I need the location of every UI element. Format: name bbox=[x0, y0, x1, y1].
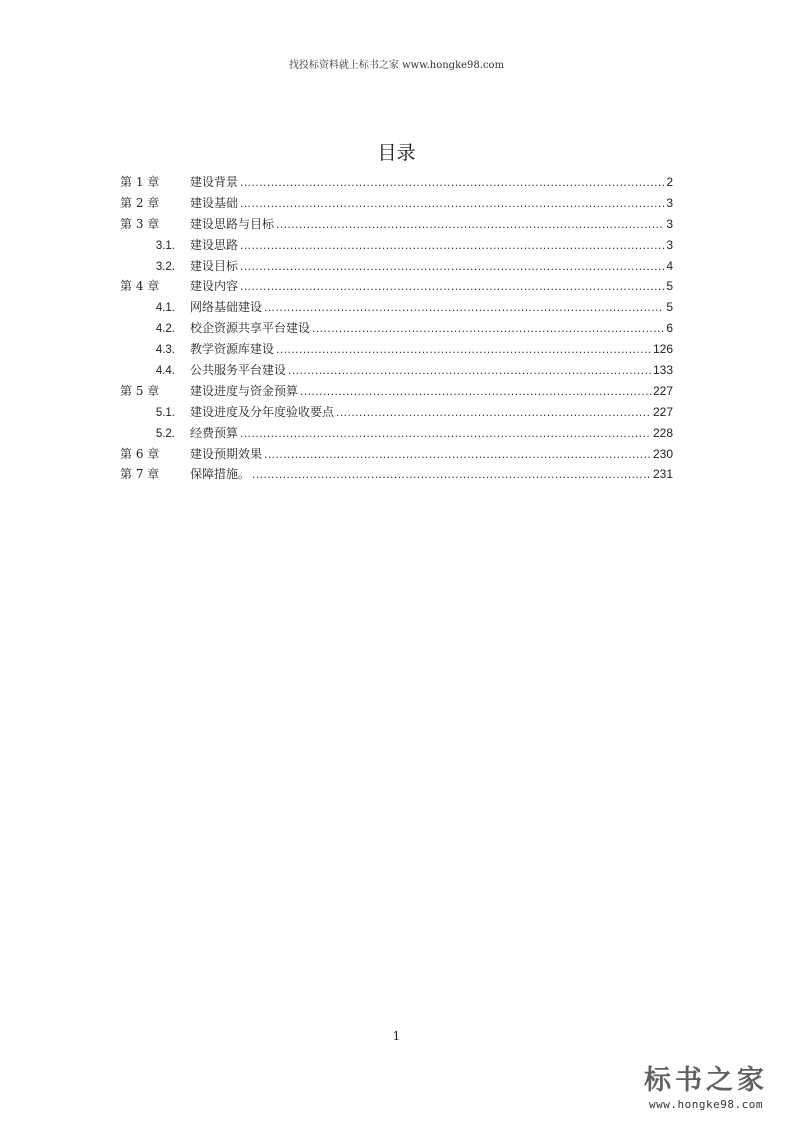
toc-entry-page: 5 bbox=[666, 279, 673, 294]
toc-entry-title: 建设思路 bbox=[190, 237, 239, 252]
toc-entry-title: 校企资源共享平台建设 bbox=[190, 321, 311, 336]
toc-entry-page: 227 bbox=[652, 383, 673, 398]
toc-leader-dots bbox=[240, 256, 664, 277]
toc-entry-page: 3 bbox=[666, 237, 673, 252]
toc-entry-title: 保障措施。 bbox=[190, 467, 251, 482]
toc-leader-dots bbox=[264, 297, 664, 318]
toc-subentry[interactable] bbox=[120, 339, 673, 360]
toc-entry-title: 建设基础 bbox=[190, 195, 239, 210]
logo-url: www.hongke98.com bbox=[649, 1098, 763, 1111]
toc-entry-title: 建设预期效果 bbox=[190, 446, 263, 461]
toc-entry-number: 第 3 章 bbox=[120, 216, 160, 231]
toc-entry[interactable] bbox=[120, 444, 673, 465]
toc-leader-dots bbox=[336, 402, 651, 423]
toc-entry-page: 230 bbox=[652, 446, 673, 461]
toc-leader-dots bbox=[240, 276, 664, 297]
toc-entry-title: 建设思路与目标 bbox=[190, 216, 275, 231]
toc-leader-dots bbox=[300, 381, 651, 402]
toc-entry-number: 第 6 章 bbox=[120, 446, 160, 461]
toc-entry-title: 建设进度及分年度验收要点 bbox=[190, 404, 335, 419]
toc-title: 目录 bbox=[377, 142, 416, 164]
toc-entry-page: 228 bbox=[652, 425, 673, 440]
toc-entry-page: 2 bbox=[666, 175, 673, 189]
page-header: 找投标资料就上标书之家 www.hongke98.com bbox=[288, 60, 505, 71]
toc-entry-title: 建设进度与资金预算 bbox=[190, 383, 299, 398]
toc-entry-page: 126 bbox=[652, 342, 673, 357]
toc-subentry[interactable] bbox=[120, 297, 673, 318]
toc-entry-page: 133 bbox=[652, 363, 673, 378]
toc-entry-number: 5.2. bbox=[155, 427, 175, 440]
toc-subentry[interactable] bbox=[120, 318, 673, 339]
toc-leader-dots bbox=[276, 339, 651, 360]
toc-subentry[interactable] bbox=[120, 235, 673, 256]
toc-entry-page: 231 bbox=[652, 467, 673, 482]
toc-entry-number: 第 4 章 bbox=[120, 279, 160, 294]
toc-entry-page: 6 bbox=[666, 321, 673, 336]
toc-entry[interactable] bbox=[120, 172, 673, 193]
toc-entry-title: 教学资源库建设 bbox=[190, 342, 275, 357]
toc-entry[interactable] bbox=[120, 464, 673, 485]
toc-leader-dots bbox=[240, 193, 664, 214]
toc-entry-number: 4.1. bbox=[155, 302, 175, 315]
logo-name: 标书之家 bbox=[644, 1065, 768, 1096]
toc-entry-page: 3 bbox=[666, 195, 673, 210]
toc-entry[interactable] bbox=[120, 214, 673, 235]
toc-entry-page: 4 bbox=[666, 258, 673, 273]
toc-entry-number: 第 2 章 bbox=[120, 195, 160, 210]
toc-entry-title: 公共服务平台建设 bbox=[190, 363, 287, 378]
toc-entry-page: 227 bbox=[652, 404, 673, 419]
toc-leader-dots bbox=[240, 172, 664, 193]
toc-entry-page: 3 bbox=[666, 216, 673, 231]
toc-entry[interactable] bbox=[120, 381, 673, 402]
toc-leader-dots bbox=[276, 214, 664, 235]
toc-leader-dots bbox=[312, 318, 664, 339]
toc-subentry[interactable] bbox=[120, 360, 673, 381]
toc-leader-dots bbox=[252, 464, 651, 485]
toc-entry-number: 5.1. bbox=[155, 406, 175, 419]
toc-entry-title: 经费预算 bbox=[190, 425, 239, 440]
watermark-logo bbox=[631, 1064, 781, 1112]
table-of-contents bbox=[120, 172, 673, 485]
toc-entry-number: 第 1 章 bbox=[120, 175, 160, 189]
page-number: 1 bbox=[392, 1029, 401, 1043]
toc-subentry[interactable] bbox=[120, 256, 673, 277]
toc-entry-number: 4.2. bbox=[155, 323, 175, 336]
toc-entry[interactable] bbox=[120, 276, 673, 297]
toc-entry[interactable] bbox=[120, 193, 673, 214]
toc-subentry[interactable] bbox=[120, 423, 673, 444]
toc-entry-number: 3.2. bbox=[155, 260, 175, 273]
toc-subentry[interactable] bbox=[120, 402, 673, 423]
toc-entry-page: 5 bbox=[666, 300, 673, 315]
toc-entry-title: 建设背景 bbox=[190, 175, 239, 189]
toc-entry-number: 3.1. bbox=[155, 239, 175, 252]
toc-entry-number: 第 5 章 bbox=[120, 383, 160, 398]
toc-leader-dots bbox=[240, 235, 664, 256]
toc-leader-dots bbox=[240, 423, 651, 444]
toc-entry-title: 网络基础建设 bbox=[190, 300, 263, 315]
toc-entry-number: 4.3. bbox=[155, 344, 175, 357]
toc-leader-dots bbox=[288, 360, 651, 381]
toc-entry-number: 4.4. bbox=[155, 365, 175, 378]
toc-leader-dots bbox=[264, 444, 651, 465]
toc-entry-title: 建设目标 bbox=[190, 258, 239, 273]
toc-entry-number: 第 7 章 bbox=[120, 467, 160, 482]
toc-entry-title: 建设内容 bbox=[190, 279, 239, 294]
